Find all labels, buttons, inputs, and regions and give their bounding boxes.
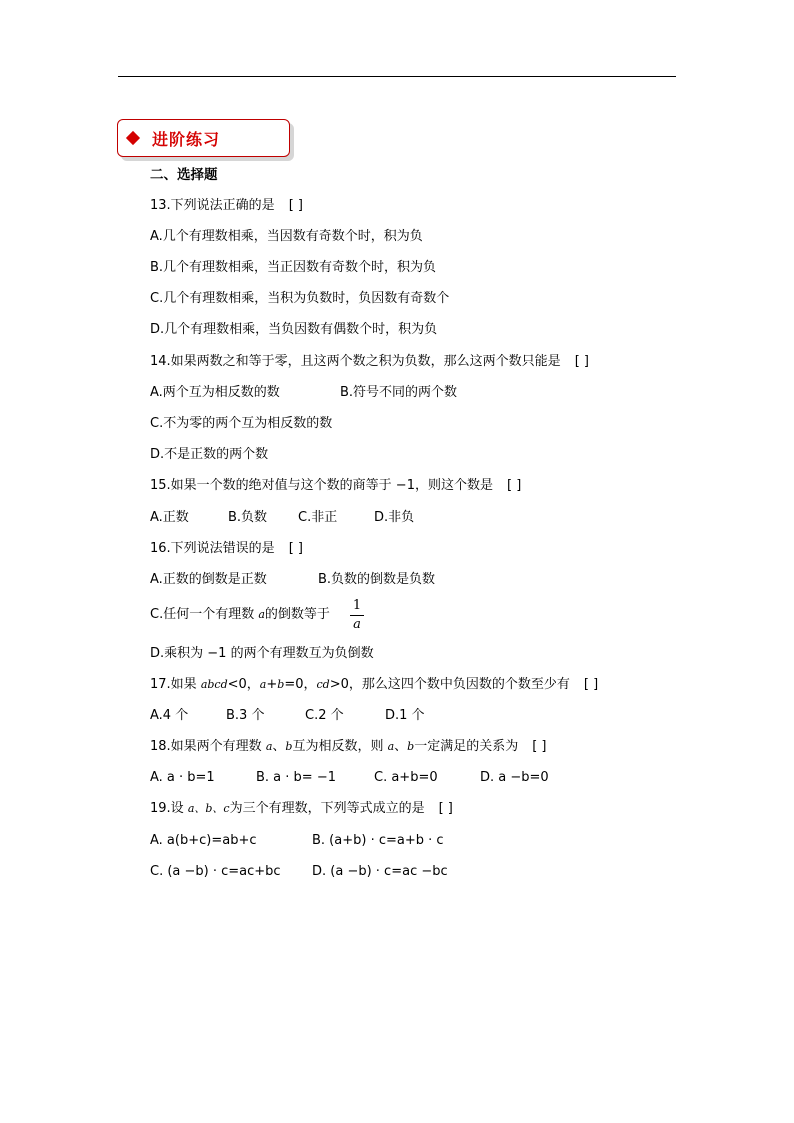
question-16-option-b: B.负数的倒数是负数 [318,572,436,587]
section-banner [117,119,290,157]
answer-bracket: [ ] [438,801,453,816]
question-14-option-b: B.符号不同的两个数 [340,385,458,400]
question-19-option-d: D. (a −b) · c=ac −bc [312,864,448,879]
question-15-option-d: D.非负 [374,510,415,525]
question-18-option-d: D. a −b=0 [480,770,549,785]
question-19-option-c: C. (a −b) · c=ac+bc [150,864,281,879]
question-17-option-a: A.4 个 [150,708,189,723]
question-14-option-d: D.不是正数的两个数 [150,447,269,462]
question-18-option-c: C. a+b=0 [374,770,438,785]
question-17-option-c: C.2 个 [305,708,344,723]
question-13-stem: 13.下列说法正确的是 [ ] [150,198,303,213]
question-13-option-a: A.几个有理数相乘，当因数有奇数个时，积为负 [150,229,423,244]
question-15-stem: 15.如果一个数的绝对值与这个数的商等于 −1，则这个数是 [ ] [150,478,522,493]
question-13-option-d: D.几个有理数相乘，当负因数有偶数个时，积为负 [150,322,438,337]
question-17-option-b: B.3 个 [226,708,265,723]
question-18-stem: 18.如果两个有理数 a、b互为相反数，则 a、b一定满足的关系为 [ ] [150,739,547,754]
answer-bracket: [ ] [288,541,303,556]
question-16-option-c: C.任何一个有理数 a的倒数等于 [150,607,330,622]
question-15-option-a: A.正数 [150,510,189,525]
question-19-option-b: B. (a+b) · c=a+b · c [312,833,444,848]
answer-bracket: [ ] [574,354,589,369]
header-rule [118,76,676,77]
section-banner-title: 进阶练习 [152,130,221,149]
question-19-stem: 19.设 a、b、c为三个有理数，下列等式成立的是 [ ] [150,801,453,816]
question-13-option-b: B.几个有理数相乘，当正因数有奇数个时，积为负 [150,260,437,275]
question-14-option-a: A.两个互为相反数的数 [150,385,280,400]
question-17-stem: 17.如果 abcd<0，a+b=0，cd>0，那么这四个数中负因数的个数至少有 [ ] [150,677,599,692]
answer-bracket: [ ] [288,198,303,213]
question-19-option-a: A. a(b+c)=ab+c [150,833,257,848]
diamond-icon [126,131,140,145]
fraction-one-over-a: 1 a [350,598,364,633]
answer-bracket: [ ] [506,478,522,493]
question-17-option-d: D.1 个 [385,708,425,723]
answer-bracket: [ ] [532,739,547,754]
question-18-option-a: A. a · b=1 [150,770,215,785]
question-14-stem: 14.如果两数之和等于零，且这两个数之积为负数，那么这两个数只能是 [ ] [150,354,589,369]
question-13-option-c: C.几个有理数相乘，当积为负数时，负因数有奇数个 [150,291,450,306]
question-16-option-a: A.正数的倒数是正数 [150,572,267,587]
question-16-stem: 16.下列说法错误的是 [ ] [150,541,303,556]
question-14-option-c: C.不为零的两个互为相反数的数 [150,416,333,431]
section-heading: 二、选择题 [150,167,218,183]
question-15-option-c: C.非正 [298,510,338,525]
question-18-option-b: B. a · b= −1 [256,770,336,785]
question-15-option-b: B.负数 [228,510,268,525]
question-16-option-d: D.乘积为 −1 的两个有理数互为负倒数 [150,646,374,661]
answer-bracket: [ ] [583,677,599,692]
